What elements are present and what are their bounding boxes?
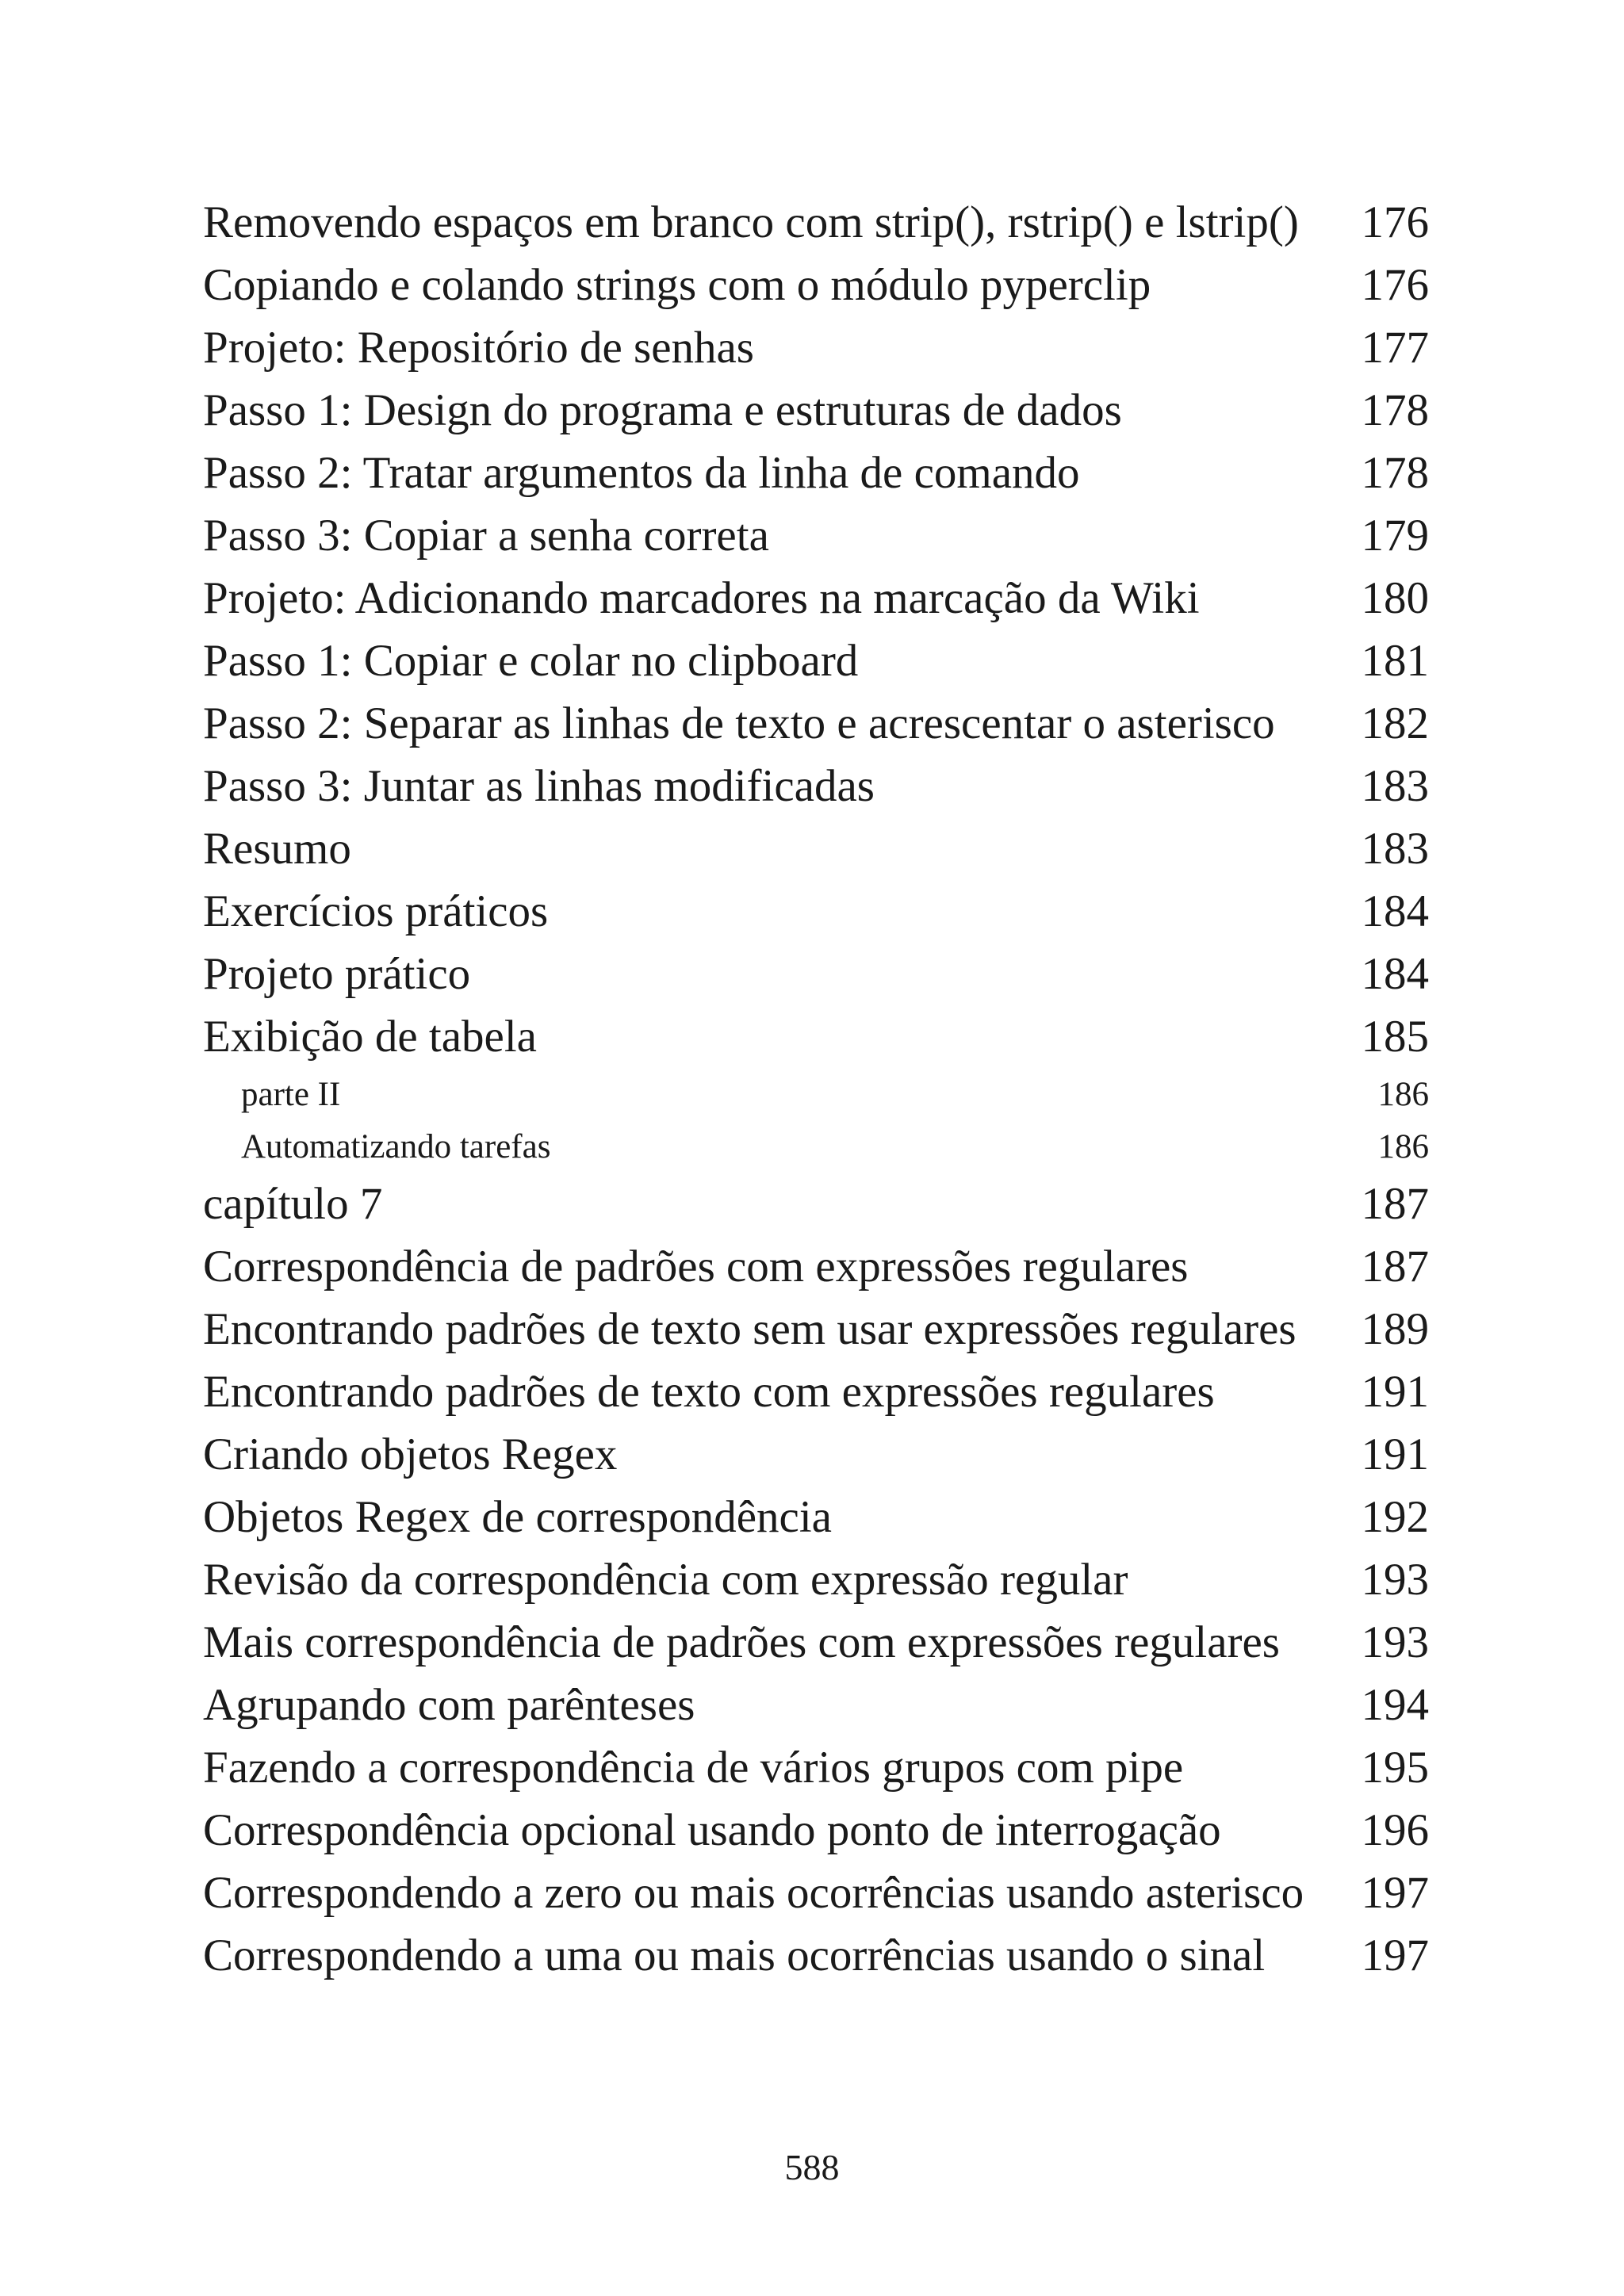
toc-entry-page: 178 [1361,448,1429,498]
toc-entry[interactable] [203,195,1429,250]
toc-entry-title: Passo 1: Design do programa e estruturas de dados [203,385,1122,435]
toc-entry-page: 187 [1361,1242,1429,1292]
toc-entry[interactable] [203,1803,1429,1858]
toc-entry-page: 178 [1361,385,1429,435]
toc-entry-page: 193 [1361,1617,1429,1667]
toc-entry[interactable] [203,1490,1429,1544]
toc-entry-page: 197 [1361,1931,1429,1980]
toc-entry-page: 193 [1361,1555,1429,1605]
toc-entry-page: 189 [1361,1304,1429,1354]
toc-entry-title: Objetos Regex de correspondência [203,1492,832,1542]
toc-entry-title: Encontrando padrões de texto sem usar expressões regulares [203,1304,1297,1354]
toc-entry-page: 181 [1361,636,1429,686]
toc-entry[interactable] [203,258,1429,312]
toc-entry[interactable] [203,1678,1429,1732]
toc-entry-title: Automatizando tarefas [241,1128,551,1165]
toc-entry[interactable] [203,633,1429,688]
toc-entry-page: 192 [1361,1492,1429,1542]
toc-entry-title: Projeto: Repositório de senhas [203,323,754,373]
toc-entry-title: Exercícios práticos [203,886,549,936]
toc-chapter-entry[interactable] [203,1177,1429,1231]
toc-entry[interactable] [203,1427,1429,1482]
toc-entry-title: Exibição de tabela [203,1012,537,1062]
table-of-contents [203,195,1429,1991]
toc-entry[interactable] [203,1239,1429,1294]
toc-entry-title: Encontrando padrões de texto com expressões regulares [203,1367,1215,1417]
toc-entry[interactable] [203,696,1429,751]
toc-entry[interactable] [203,571,1429,626]
toc-entry-title: Passo 2: Tratar argumentos da linha de comando [203,448,1080,498]
toc-entry-page: 183 [1361,824,1429,874]
toc-entry-page: 186 [1377,1128,1429,1165]
toc-entry[interactable] [203,383,1429,438]
toc-entry[interactable] [203,947,1429,1001]
toc-entry-title: Mais correspondência de padrões com expressões regulares [203,1617,1280,1667]
toc-entry-page: 186 [1377,1076,1429,1113]
toc-entry[interactable] [203,320,1429,375]
toc-entry-page: 191 [1361,1367,1429,1417]
toc-entry-title: Passo 1: Copiar e colar no clipboard [203,636,859,686]
toc-entry-title: Passo 3: Juntar as linhas modificadas [203,761,875,811]
toc-entry-page: 185 [1361,1012,1429,1062]
toc-part-entry[interactable] [203,1072,1429,1117]
toc-entry-title: Correspondência de padrões com expressões regulares [203,1242,1189,1292]
toc-entry[interactable] [203,1740,1429,1795]
toc-entry-title: capítulo 7 [203,1179,383,1229]
toc-entry-title: parte II [241,1076,341,1113]
toc-entry[interactable] [203,759,1429,813]
toc-entry-title: Revisão da correspondência com expressão regular [203,1555,1128,1605]
toc-entry-page: 195 [1361,1743,1429,1793]
toc-entry-title: Projeto prático [203,949,471,999]
toc-entry-page: 179 [1361,511,1429,561]
toc-entry-title: Criando objetos Regex [203,1429,618,1479]
toc-entry-title: Correspondendo a uma ou mais ocorrências usando o sinal [203,1931,1266,1980]
toc-entry[interactable] [203,1615,1429,1670]
toc-entry-page: 176 [1361,197,1429,247]
toc-entry[interactable] [203,1302,1429,1357]
toc-entry-page: 184 [1361,886,1429,936]
toc-entry-page: 177 [1361,323,1429,373]
toc-entry[interactable] [203,821,1429,876]
toc-entry[interactable] [203,884,1429,939]
toc-entry-page: 187 [1361,1179,1429,1229]
toc-entry-title: Copiando e colando strings com o módulo pyperclip [203,260,1151,310]
toc-entry-title: Correspondendo a zero ou mais ocorrências usando asterisco [203,1868,1304,1918]
toc-entry-title: Correspondência opcional usando ponto de interrogação [203,1805,1221,1855]
toc-entry-page: 191 [1361,1429,1429,1479]
toc-entry-page: 180 [1361,573,1429,623]
toc-entry[interactable] [203,1364,1429,1419]
toc-entry-page: 196 [1361,1805,1429,1855]
toc-entry[interactable] [203,1928,1429,1983]
toc-entry-title: Fazendo a correspondência de vários grupos com pipe [203,1743,1184,1793]
toc-entry[interactable] [203,1009,1429,1064]
toc-entry-page: 176 [1361,260,1429,310]
toc-entry-title: Passo 2: Separar as linhas de texto e acrescentar o asterisco [203,698,1275,748]
toc-entry-title: Resumo [203,824,351,874]
toc-entry-page: 197 [1361,1868,1429,1918]
page-number: 588 [784,2147,840,2187]
toc-entry-title: Agrupando com parênteses [203,1680,695,1730]
toc-entry-page: 194 [1361,1680,1429,1730]
toc-entry[interactable] [203,508,1429,563]
toc-entry-page: 182 [1361,698,1429,748]
toc-entry-page: 183 [1361,761,1429,811]
toc-entry-page: 184 [1361,949,1429,999]
toc-entry-title: Removendo espaços em branco com strip(), rstrip() e lstrip() [203,197,1299,247]
toc-entry[interactable] [203,1866,1429,1920]
toc-entry[interactable] [203,1552,1429,1607]
toc-entry-title: Passo 3: Copiar a senha correta [203,511,769,561]
toc-part-entry[interactable] [203,1124,1429,1169]
toc-entry[interactable] [203,446,1429,500]
toc-entry-title: Projeto: Adicionando marcadores na marcação da Wiki [203,573,1200,623]
